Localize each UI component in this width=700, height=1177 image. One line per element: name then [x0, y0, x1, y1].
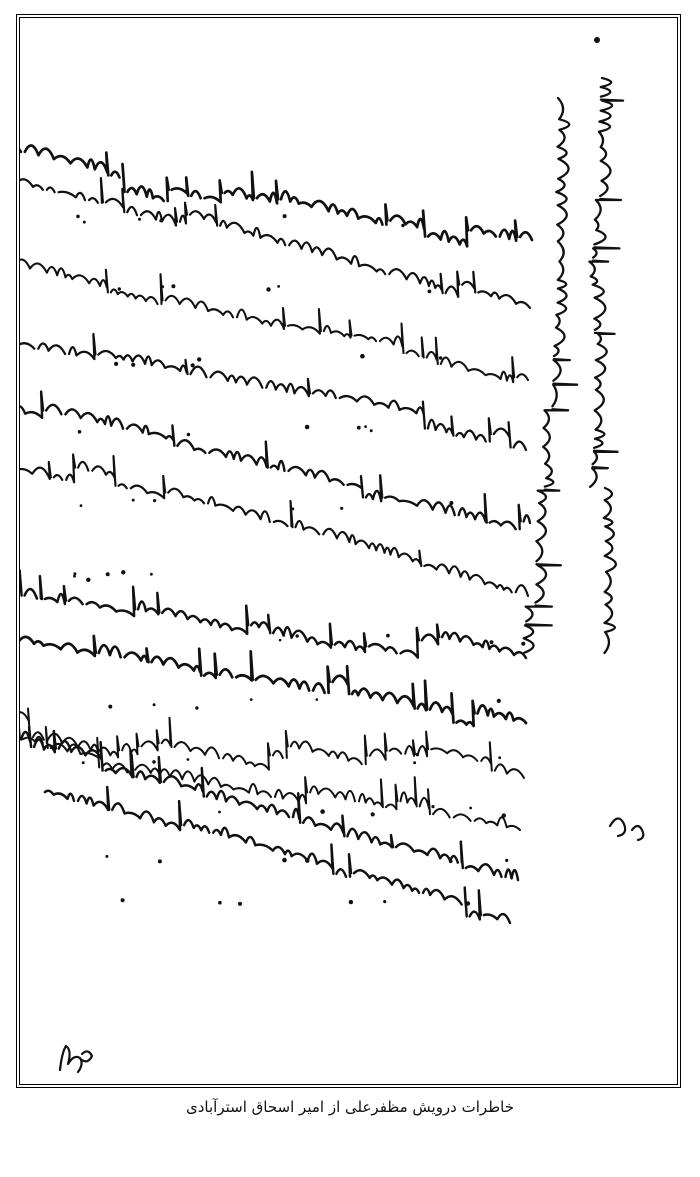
diacritic-dot	[191, 363, 195, 367]
diacritic-dot	[383, 900, 386, 903]
diacritic-dot	[266, 287, 270, 291]
diacritic-dot	[466, 901, 470, 905]
diacritic-dot	[364, 425, 367, 428]
diacritic-dot	[106, 572, 110, 576]
handwritten-lines	[20, 138, 532, 923]
diacritic-dot	[497, 699, 501, 703]
diacritic-dot	[428, 290, 432, 294]
diacritic-dot	[250, 698, 253, 701]
diacritic-dot	[131, 363, 135, 367]
diacritic-dot	[283, 214, 287, 218]
margin-note-mark	[610, 818, 643, 840]
diacritic-dot	[78, 430, 82, 434]
margin-vertical-line-3	[604, 488, 616, 653]
diacritic-dot	[187, 758, 190, 761]
diacritic-dot	[498, 756, 501, 759]
diacritic-dot	[171, 284, 175, 288]
manuscript-page	[20, 18, 677, 1084]
diacritic-dot	[416, 753, 419, 756]
handwritten-line-5	[20, 392, 530, 530]
diacritic-dot	[83, 221, 86, 224]
diacritic-dot	[320, 809, 325, 814]
diacritic-dot	[277, 285, 280, 288]
diacritic-dot	[296, 634, 299, 637]
diacritic-dot	[340, 507, 343, 510]
figure-caption: خاطرات درویش مظفرعلی از امیر اسحاق استرآبادی	[186, 1098, 514, 1116]
diacritic-dot	[73, 572, 76, 575]
diacritic-dot	[152, 760, 156, 764]
diacritic-dot	[76, 215, 80, 219]
diacritic-dot	[150, 573, 153, 576]
diacritic-dot	[521, 642, 525, 646]
diacritic-dot	[502, 813, 506, 817]
handwritten-line-6	[20, 455, 528, 596]
diacritic-dot	[371, 812, 375, 816]
diacritic-dot	[132, 499, 135, 502]
diacritic-dot	[349, 900, 353, 904]
diacritic-dot	[114, 362, 118, 366]
diacritic-dot	[195, 706, 198, 709]
diacritic-dot	[279, 639, 282, 642]
diacritic-dot	[305, 425, 310, 430]
diacritic-dot	[121, 898, 125, 902]
diacritic-dot	[121, 570, 125, 574]
handwritten-line-8	[20, 636, 526, 726]
handwritten-line-4	[20, 334, 526, 450]
diacritic-dot	[82, 761, 85, 764]
diacritic-dot	[364, 642, 367, 645]
diacritic-dot	[153, 499, 156, 502]
diacritic-dot	[431, 805, 434, 808]
diacritic-dot	[439, 356, 443, 360]
margin-writing	[524, 78, 623, 653]
diacritic-dot	[449, 859, 453, 863]
diacritic-dot	[469, 807, 472, 810]
diacritic-dot	[218, 811, 221, 814]
ink-dot	[594, 37, 600, 43]
diacritic-dot	[413, 761, 416, 764]
diacritic-dot	[158, 859, 162, 863]
handwritten-line-10	[20, 711, 520, 830]
handwritten-line-1	[20, 138, 532, 246]
diacritic-dot	[401, 224, 404, 227]
diacritic-dot	[357, 426, 361, 430]
diacritic-dot	[449, 501, 453, 505]
diacritic-dot	[187, 433, 191, 437]
diacritic-dot	[370, 429, 373, 432]
diacritic-dot	[108, 705, 112, 709]
diacritic-dot	[153, 703, 156, 706]
margin-vertical-line-2	[524, 98, 577, 653]
diacritic-dot	[386, 634, 390, 638]
handwritten-line-3	[20, 260, 528, 383]
diacritic-dot	[238, 902, 242, 906]
diacritic-dot	[316, 698, 319, 701]
diacritic-dot	[197, 357, 201, 361]
diacritic-dot	[505, 859, 508, 862]
diacritic-dot	[282, 858, 287, 863]
diacritic-dot	[218, 901, 222, 905]
handwritten-line-12	[45, 787, 510, 923]
diacritic-dot	[118, 287, 121, 290]
page-number-mark	[60, 1046, 92, 1072]
diacritic-dot	[73, 575, 76, 578]
diacritic-dot	[138, 218, 141, 221]
margin-vertical-line-1	[589, 78, 623, 487]
diacritic-dot	[105, 855, 108, 858]
diacritic-dot	[80, 504, 83, 507]
diacritic-dot	[86, 578, 90, 582]
diacritic-dot	[360, 354, 365, 359]
handwritten-line-9	[20, 709, 524, 779]
diacritic-dot	[490, 640, 494, 644]
